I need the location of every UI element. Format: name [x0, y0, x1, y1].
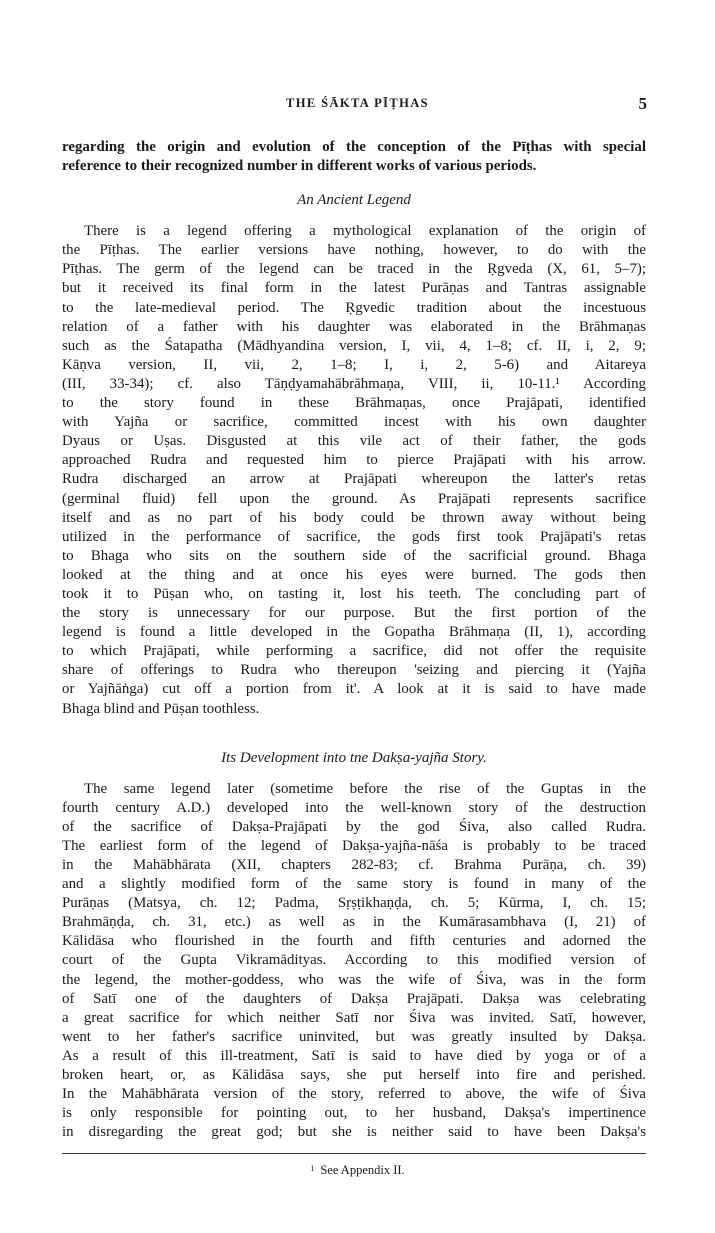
paragraph-line: approached Rudra and requested him to pierce Prajāpati with his arrow.: [62, 452, 646, 469]
paragraph-line: fourth century A.D.) developed into the well-known story of the destruction: [62, 799, 646, 816]
footnote-text: See Appendix II.: [320, 1163, 405, 1177]
running-head-title: THE ŚĀKTA PĪṬHAS: [285, 96, 430, 110]
paragraph-line: went to her father's sacrifice uninvited, but was greatly insulted by Dakṣa.: [62, 1028, 646, 1045]
paragraph-line: Kāṇva version, II, vii, 2, 1–8; I, i, 2, 5-6) and Aitareya: [62, 356, 646, 373]
running-head: [0, 96, 715, 116]
paragraph-line: Kālidāsa who flourished in the fourth and fifth centuries and adorned the: [62, 933, 646, 950]
paragraph-line: but it received its final form in the latest Purāṇas and Tantras assignable: [62, 280, 646, 297]
paragraph-line: to the story found in these Brāhmaṇas, once Prajāpati, identified: [62, 395, 646, 412]
paragraph-line: took it to Pūṣan who, on tasting it, lost his teeth. The concluding part of: [62, 585, 646, 602]
footnote: [0, 1163, 715, 1178]
footnote-divider: [62, 1153, 646, 1154]
paragraph-line: and a slightly modified form of the same story is found in many of the: [62, 876, 646, 893]
paragraph-line: of Satī one of the daughters of Dakṣa Prajāpati. Dakṣa was celebrating: [62, 990, 646, 1007]
intro-line: reference to their recognized number in different works of various periods.: [62, 158, 537, 175]
paragraph-ancient-legend: [62, 222, 646, 718]
paragraph-line: There is a legend offering a mythological explanation of the origin of: [84, 223, 646, 240]
page-number: 5: [638, 94, 647, 113]
paragraph-line: the legend, the mother-goddess, who was the wife of Śiva, was in the form: [62, 971, 646, 988]
footnote-marker: 1: [310, 1164, 315, 1173]
paragraph-line: Rudra discharged an arrow at Prajāpati whereupon the latter's retas: [62, 471, 646, 488]
body-text: [62, 138, 646, 1142]
section-heading-daksa-yajna: Its Development into tne Dakṣa-yajña Story.: [221, 749, 487, 766]
paragraph-line: Pīṭhas. The germ of the legend can be traced in the Ṛgveda (X, 61, 5–7);: [62, 261, 646, 278]
paragraph-line: the story is unnecessary for our purpose. But the first portion of the: [62, 605, 646, 622]
paragraph-line: to which Prajāpati, while performing a sacrifice, did not offer the requisite: [62, 643, 646, 660]
paragraph-line: Dyaus or Uṣas. Disgusted at this vile act of their father, the gods: [62, 433, 646, 450]
paragraph-line: (germinal fluid) fell upon the ground. As Prajāpati represents sacrifice: [62, 490, 646, 507]
paragraph-line: Brahmāṇḍa, ch. 31, etc.) as well as in the Kumārasambhava (I, 21) of: [62, 914, 646, 931]
paragraph-line: broken heart, or, as Kālidāsa says, she put herself into fire and perished.: [62, 1067, 646, 1084]
paragraph-line: utilized in the performance of sacrifice, the gods first took Prajāpati's retas: [62, 528, 646, 545]
paragraph-line: or Yajñāṅga) cut off a portion from it'. A look at it is said to have made: [62, 681, 646, 698]
paragraph-line: As a result of this ill-treatment, Satī is said to have died by yoga or of a: [62, 1047, 646, 1064]
paragraph-line: The earliest form of the legend of Dakṣa-yajña-nāśa is probably to be traced: [62, 837, 646, 854]
paragraph-line: share of offerings to Rudra who thereupon 'seizing and piercing it (Yajña: [62, 662, 646, 679]
paragraph-line: is only responsible for pointing out, to her husband, Dakṣa's impertinence: [62, 1105, 646, 1122]
paragraph-line: with Yajña or sacrifice, committed incest with his own daughter: [62, 414, 646, 431]
paragraph-line: to Bhaga who sits on the southern side of the sacrificial ground. Bhaga: [62, 547, 646, 564]
paragraph-line: in disregarding the great god; but she is neither said to have been Dakṣa's: [62, 1124, 646, 1141]
paragraph-daksa-yajna: [62, 780, 646, 1143]
paragraph-line: to the late-medieval period. The Ṛgvedic tradition about the incestuous: [62, 299, 646, 316]
paragraph-line: Purāṇas (Matsya, ch. 12; Padma, Sṛṣṭikhaṇḍa, ch. 5; Kūrma, I, ch. 15;: [62, 895, 646, 912]
paragraph-line: Bhaga blind and Pūṣan toothless.: [62, 700, 260, 717]
paragraph-line: In the Mahābhārata version of the story, referred to above, the wife of Śiva: [62, 1086, 646, 1103]
paragraph-line: looked at the thing and at once his eyes were burned. The gods then: [62, 566, 646, 583]
paragraph-line: relation of a father with his daughter was elaborated in the Brāhmaṇas: [62, 318, 646, 335]
section-heading-ancient-legend: An Ancient Legend: [297, 192, 411, 209]
paragraph-line: such as the Śatapatha (Mādhyandina version, I, vii, 4, 1–8; cf. II, i, 2, 9;: [62, 337, 646, 354]
paragraph-line: The same legend later (sometime before the rise of the Guptas in the: [84, 780, 646, 797]
paragraph-line: of the sacrifice of Dakṣa-Prajāpati by the god Śiva, also called Rudra.: [62, 818, 646, 835]
paragraph-line: legend is found a little developed in the Gopatha Brāhmaṇa (II, 1), according: [62, 624, 646, 641]
paragraph-line: court of the Gupta Vikramādityas. According to this modified version of: [62, 952, 646, 969]
paragraph-line: itself and as no part of his body could be thrown away without being: [62, 509, 646, 526]
intro-line: regarding the origin and evolution of the conception of the Pīṭhas with special: [62, 139, 646, 155]
paragraph-line: (III, 33-34); cf. also Tāṇḍyamahābrāhmaṇa, VIII, ii, 10-11.¹ According: [62, 375, 646, 392]
paragraph-line: a great sacrifice for which neither Satī nor Śiva was invited. Satī, however,: [62, 1009, 646, 1026]
paragraph-line: in the Mahābhārata (XII, chapters 282-83; cf. Brahma Purāṇa, ch. 39): [62, 857, 646, 873]
paragraph-line: the Pīṭhas. The earlier versions have nothing, however, to do with the: [62, 242, 646, 259]
